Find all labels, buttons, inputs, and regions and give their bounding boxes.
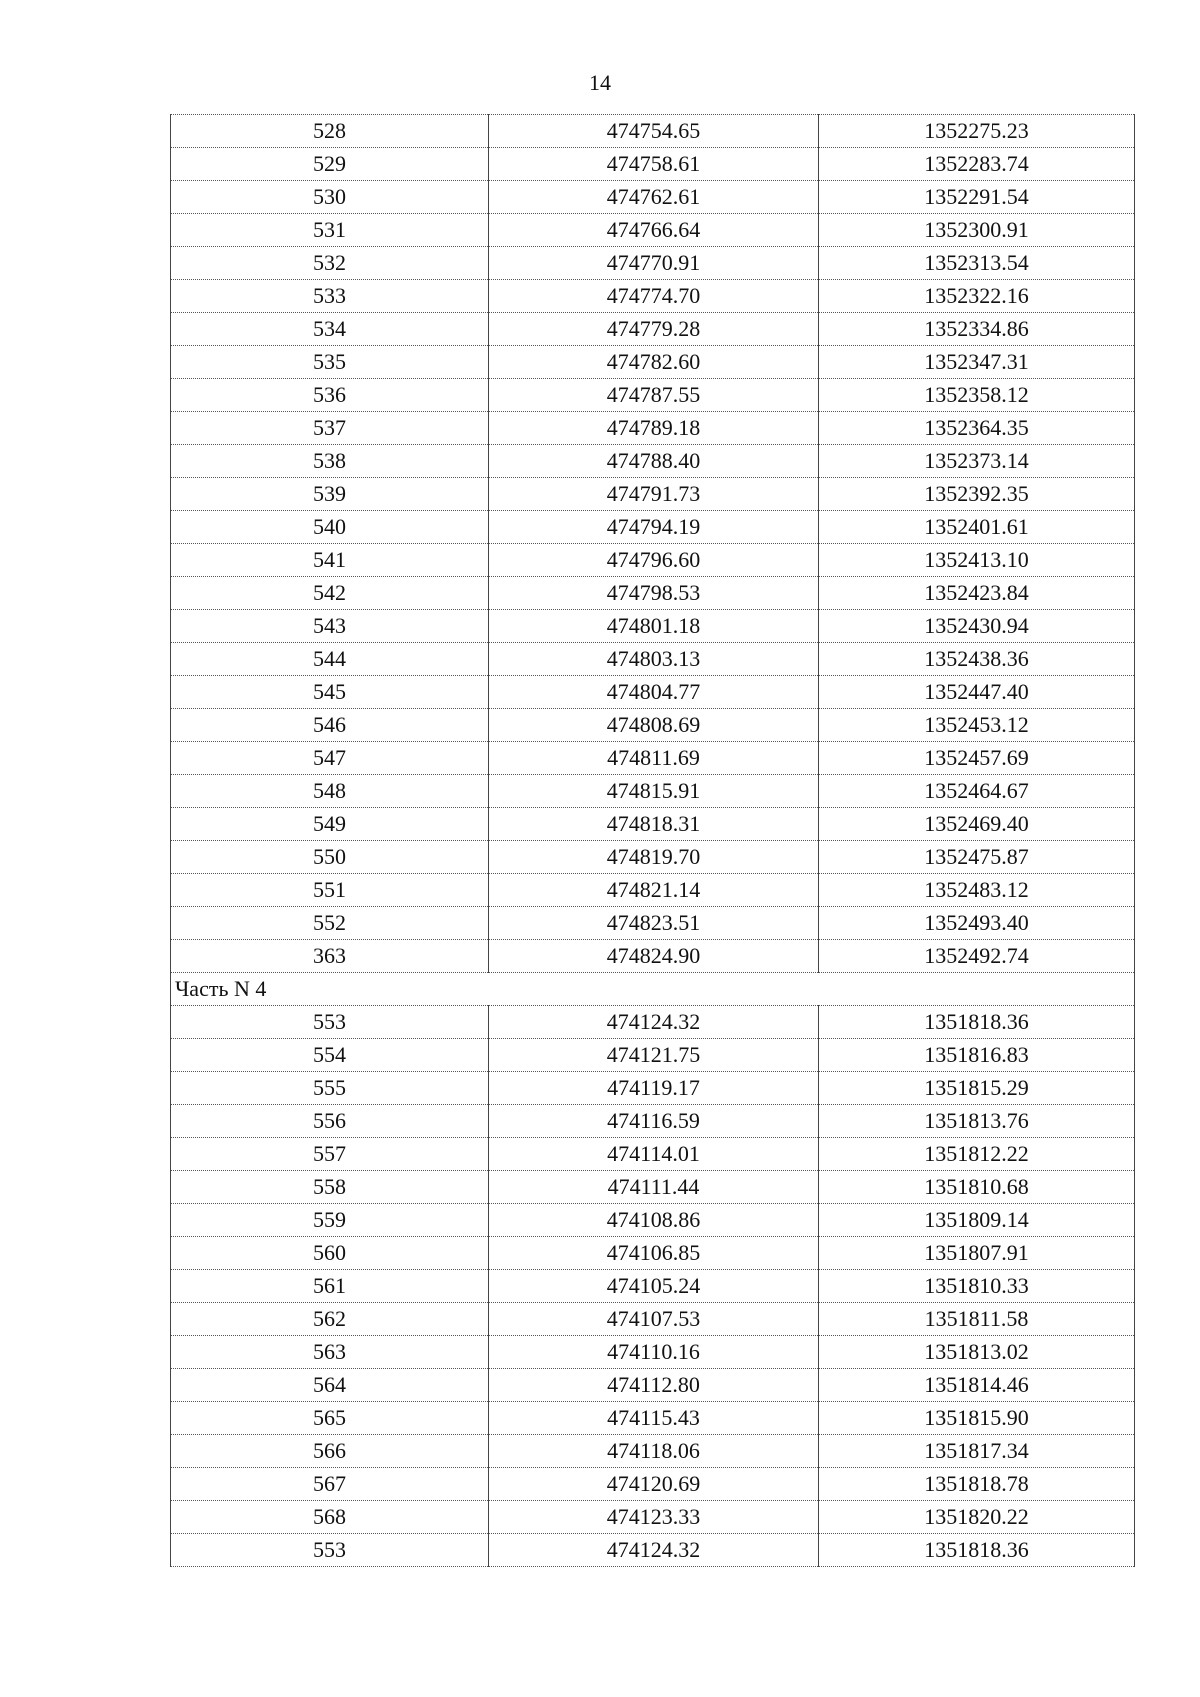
- y-coordinate-cell: 1352300.91: [819, 214, 1135, 247]
- point-number-cell: 531: [171, 214, 489, 247]
- x-coordinate-cell: 474774.70: [489, 280, 819, 313]
- point-number-cell: 545: [171, 676, 489, 709]
- y-coordinate-cell: 1351813.76: [819, 1105, 1135, 1138]
- y-coordinate-cell: 1351817.34: [819, 1435, 1135, 1468]
- table-row: [171, 1237, 1135, 1270]
- table-row: [171, 1204, 1135, 1237]
- y-coordinate-cell: 1352469.40: [819, 808, 1135, 841]
- x-coordinate-cell: 474124.32: [489, 1006, 819, 1039]
- y-coordinate-cell: 1352275.23: [819, 115, 1135, 148]
- y-coordinate-cell: 1352413.10: [819, 544, 1135, 577]
- table-row: [171, 610, 1135, 643]
- x-coordinate-cell: 474118.06: [489, 1435, 819, 1468]
- point-number-cell: 557: [171, 1138, 489, 1171]
- table-row: [171, 643, 1135, 676]
- point-number-cell: 547: [171, 742, 489, 775]
- x-coordinate-cell: 474107.53: [489, 1303, 819, 1336]
- point-number-cell: 546: [171, 709, 489, 742]
- point-number-cell: 554: [171, 1039, 489, 1072]
- point-number-cell: 363: [171, 940, 489, 973]
- x-coordinate-cell: 474116.59: [489, 1105, 819, 1138]
- table-row: [171, 1336, 1135, 1369]
- x-coordinate-cell: 474791.73: [489, 478, 819, 511]
- point-number-cell: 566: [171, 1435, 489, 1468]
- y-coordinate-cell: 1351818.36: [819, 1534, 1135, 1567]
- y-coordinate-cell: 1351815.90: [819, 1402, 1135, 1435]
- table-row: [171, 346, 1135, 379]
- point-number-cell: 532: [171, 247, 489, 280]
- table-row: [171, 511, 1135, 544]
- point-number-cell: 562: [171, 1303, 489, 1336]
- table-row: [171, 379, 1135, 412]
- y-coordinate-cell: 1352464.67: [819, 775, 1135, 808]
- point-number-cell: 548: [171, 775, 489, 808]
- table-row: [171, 247, 1135, 280]
- y-coordinate-cell: 1351815.29: [819, 1072, 1135, 1105]
- table-row: [171, 1402, 1135, 1435]
- point-number-cell: 535: [171, 346, 489, 379]
- point-number-cell: 528: [171, 115, 489, 148]
- x-coordinate-cell: 474818.31: [489, 808, 819, 841]
- y-coordinate-cell: 1352447.40: [819, 676, 1135, 709]
- coordinates-table: [170, 114, 1135, 1567]
- table-row: [171, 478, 1135, 511]
- point-number-cell: 567: [171, 1468, 489, 1501]
- y-coordinate-cell: 1352423.84: [819, 577, 1135, 610]
- table-row: [171, 280, 1135, 313]
- x-coordinate-cell: 474811.69: [489, 742, 819, 775]
- table-row: [171, 1270, 1135, 1303]
- table-row: [171, 544, 1135, 577]
- y-coordinate-cell: 1351810.68: [819, 1171, 1135, 1204]
- y-coordinate-cell: 1352492.74: [819, 940, 1135, 973]
- point-number-cell: 549: [171, 808, 489, 841]
- point-number-cell: 536: [171, 379, 489, 412]
- point-number-cell: 561: [171, 1270, 489, 1303]
- x-coordinate-cell: 474819.70: [489, 841, 819, 874]
- table-row: [171, 1171, 1135, 1204]
- table-row: [171, 1501, 1135, 1534]
- table-row: [171, 709, 1135, 742]
- y-coordinate-cell: 1352334.86: [819, 313, 1135, 346]
- table-row: [171, 1534, 1135, 1567]
- point-number-cell: 553: [171, 1534, 489, 1567]
- point-number-cell: 543: [171, 610, 489, 643]
- x-coordinate-cell: 474779.28: [489, 313, 819, 346]
- x-coordinate-cell: 474123.33: [489, 1501, 819, 1534]
- y-coordinate-cell: 1351818.78: [819, 1468, 1135, 1501]
- table-row: [171, 1303, 1135, 1336]
- x-coordinate-cell: 474808.69: [489, 709, 819, 742]
- point-number-cell: 537: [171, 412, 489, 445]
- y-coordinate-cell: 1352483.12: [819, 874, 1135, 907]
- point-number-cell: 551: [171, 874, 489, 907]
- y-coordinate-cell: 1352438.36: [819, 643, 1135, 676]
- x-coordinate-cell: 474106.85: [489, 1237, 819, 1270]
- table-row: [171, 1039, 1135, 1072]
- point-number-cell: 538: [171, 445, 489, 478]
- x-coordinate-cell: 474796.60: [489, 544, 819, 577]
- y-coordinate-cell: 1352373.14: [819, 445, 1135, 478]
- y-coordinate-cell: 1351810.33: [819, 1270, 1135, 1303]
- table-row: [171, 742, 1135, 775]
- table-row: [171, 412, 1135, 445]
- point-number-cell: 534: [171, 313, 489, 346]
- y-coordinate-cell: 1352322.16: [819, 280, 1135, 313]
- y-coordinate-cell: 1351820.22: [819, 1501, 1135, 1534]
- table-row: [171, 1138, 1135, 1171]
- table-row: [171, 1072, 1135, 1105]
- point-number-cell: 530: [171, 181, 489, 214]
- point-number-cell: 563: [171, 1336, 489, 1369]
- y-coordinate-cell: 1351812.22: [819, 1138, 1135, 1171]
- point-number-cell: 553: [171, 1006, 489, 1039]
- x-coordinate-cell: 474111.44: [489, 1171, 819, 1204]
- x-coordinate-cell: 474823.51: [489, 907, 819, 940]
- x-coordinate-cell: 474794.19: [489, 511, 819, 544]
- y-coordinate-cell: 1352364.35: [819, 412, 1135, 445]
- y-coordinate-cell: 1351809.14: [819, 1204, 1135, 1237]
- x-coordinate-cell: 474821.14: [489, 874, 819, 907]
- table-row: [171, 115, 1135, 148]
- point-number-cell: 541: [171, 544, 489, 577]
- table-row: [171, 1435, 1135, 1468]
- x-coordinate-cell: 474798.53: [489, 577, 819, 610]
- table-row: [171, 775, 1135, 808]
- x-coordinate-cell: 474824.90: [489, 940, 819, 973]
- table-row: [171, 808, 1135, 841]
- table-row: [171, 1105, 1135, 1138]
- point-number-cell: 550: [171, 841, 489, 874]
- y-coordinate-cell: 1352283.74: [819, 148, 1135, 181]
- x-coordinate-cell: 474782.60: [489, 346, 819, 379]
- point-number-cell: 568: [171, 1501, 489, 1534]
- point-number-cell: 529: [171, 148, 489, 181]
- y-coordinate-cell: 1352430.94: [819, 610, 1135, 643]
- page-number: 14: [589, 70, 611, 95]
- y-coordinate-cell: 1352401.61: [819, 511, 1135, 544]
- x-coordinate-cell: 474788.40: [489, 445, 819, 478]
- y-coordinate-cell: 1352453.12: [819, 709, 1135, 742]
- x-coordinate-cell: 474804.77: [489, 676, 819, 709]
- point-number-cell: 533: [171, 280, 489, 313]
- table-row: [171, 445, 1135, 478]
- table-row: [171, 181, 1135, 214]
- x-coordinate-cell: 474115.43: [489, 1402, 819, 1435]
- point-number-cell: 555: [171, 1072, 489, 1105]
- section-row: [171, 973, 1135, 1006]
- x-coordinate-cell: 474120.69: [489, 1468, 819, 1501]
- point-number-cell: 556: [171, 1105, 489, 1138]
- y-coordinate-cell: 1351818.36: [819, 1006, 1135, 1039]
- x-coordinate-cell: 474789.18: [489, 412, 819, 445]
- table-row: [171, 1468, 1135, 1501]
- x-coordinate-cell: 474754.65: [489, 115, 819, 148]
- x-coordinate-cell: 474114.01: [489, 1138, 819, 1171]
- y-coordinate-cell: 1352457.69: [819, 742, 1135, 775]
- section-title: Часть N 4: [171, 973, 1135, 1006]
- point-number-cell: 565: [171, 1402, 489, 1435]
- table-row: [171, 841, 1135, 874]
- y-coordinate-cell: 1352392.35: [819, 478, 1135, 511]
- table-row: [171, 907, 1135, 940]
- x-coordinate-cell: 474770.91: [489, 247, 819, 280]
- table-row: [171, 874, 1135, 907]
- x-coordinate-cell: 474124.32: [489, 1534, 819, 1567]
- table-row: [171, 940, 1135, 973]
- y-coordinate-cell: 1352493.40: [819, 907, 1135, 940]
- point-number-cell: 559: [171, 1204, 489, 1237]
- y-coordinate-cell: 1352347.31: [819, 346, 1135, 379]
- x-coordinate-cell: 474112.80: [489, 1369, 819, 1402]
- y-coordinate-cell: 1352313.54: [819, 247, 1135, 280]
- table-row: [171, 676, 1135, 709]
- x-coordinate-cell: 474758.61: [489, 148, 819, 181]
- point-number-cell: 564: [171, 1369, 489, 1402]
- x-coordinate-cell: 474108.86: [489, 1204, 819, 1237]
- point-number-cell: 539: [171, 478, 489, 511]
- x-coordinate-cell: 474119.17: [489, 1072, 819, 1105]
- x-coordinate-cell: 474762.61: [489, 181, 819, 214]
- y-coordinate-cell: 1351813.02: [819, 1336, 1135, 1369]
- y-coordinate-cell: 1352291.54: [819, 181, 1135, 214]
- y-coordinate-cell: 1352358.12: [819, 379, 1135, 412]
- x-coordinate-cell: 474815.91: [489, 775, 819, 808]
- x-coordinate-cell: 474801.18: [489, 610, 819, 643]
- point-number-cell: 540: [171, 511, 489, 544]
- x-coordinate-cell: 474787.55: [489, 379, 819, 412]
- x-coordinate-cell: 474105.24: [489, 1270, 819, 1303]
- point-number-cell: 560: [171, 1237, 489, 1270]
- x-coordinate-cell: 474121.75: [489, 1039, 819, 1072]
- point-number-cell: 552: [171, 907, 489, 940]
- x-coordinate-cell: 474803.13: [489, 643, 819, 676]
- table-row: [171, 1006, 1135, 1039]
- y-coordinate-cell: 1352475.87: [819, 841, 1135, 874]
- table-row: [171, 577, 1135, 610]
- table-row: [171, 148, 1135, 181]
- y-coordinate-cell: 1351807.91: [819, 1237, 1135, 1270]
- coordinates-table-body: [171, 115, 1135, 1567]
- y-coordinate-cell: 1351811.58: [819, 1303, 1135, 1336]
- point-number-cell: 558: [171, 1171, 489, 1204]
- x-coordinate-cell: 474766.64: [489, 214, 819, 247]
- table-row: [171, 214, 1135, 247]
- point-number-cell: 542: [171, 577, 489, 610]
- y-coordinate-cell: 1351816.83: [819, 1039, 1135, 1072]
- table-row: [171, 1369, 1135, 1402]
- x-coordinate-cell: 474110.16: [489, 1336, 819, 1369]
- table-row: [171, 313, 1135, 346]
- point-number-cell: 544: [171, 643, 489, 676]
- y-coordinate-cell: 1351814.46: [819, 1369, 1135, 1402]
